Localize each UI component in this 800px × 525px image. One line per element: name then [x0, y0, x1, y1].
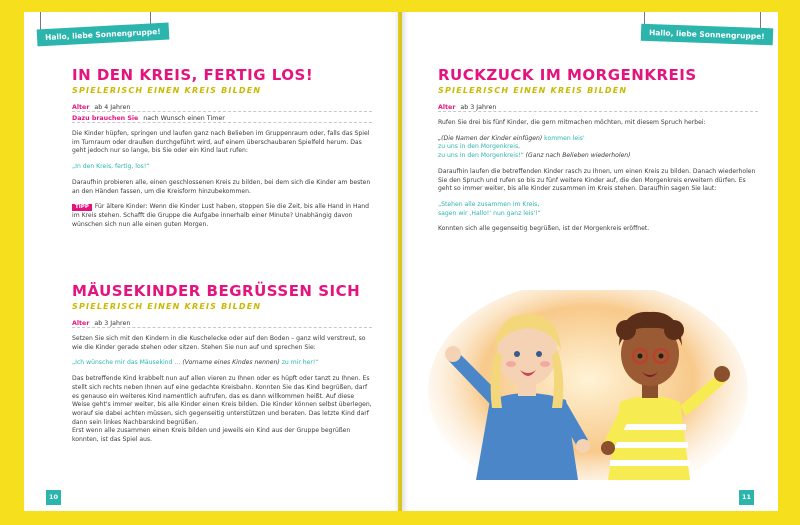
- age-label: Alter: [72, 103, 90, 111]
- chant-instruction: „(Die Namen der Kinder einfügen): [438, 134, 543, 142]
- chant-text: „Stehen alle zusammen im Kreis,: [438, 200, 540, 208]
- game3-subtitle: SPIELERISCH EINEN KREIS BILDEN: [438, 86, 628, 95]
- game3-body: [438, 119, 758, 234]
- tip-box: [72, 203, 372, 229]
- paragraph: Setzen Sie sich mit den Kindern in die Kuschelecke oder auf den Boden – ganz wild verstreut, so wie die Kinder gerade stehen oder sitzen. Stehen Sie nun auf und sprechen Sie:: [72, 335, 366, 351]
- game2-body: [72, 335, 372, 445]
- chant-instruction: (Vorname eines Kindes nennen): [182, 359, 280, 367]
- paragraph: Das betreffende Kind krabbelt nun auf allen vieren zu Ihnen oder es hüpft oder tanzt zu Ihnen. Es stellt sich rechts neben Ihnen auf eine gedachte Kreisbahn. Konnten Sie das Kind begrüßen, darf es genauso ein weiteres Kind namentlich aufrufen, das es dann willkommen heißt. Auf diese Weise geht's immer weiter, bis alle Kinder einen Kreis bilden. Die Kinder können selbst überlegen, worauf sie dabei achten müssen, sich gegenseitig unterstützen und beraten. Das letzte Kind darf dann sein linkes Nachbarskind begrüßen.: [72, 375, 372, 426]
- tip-badge: TIPP: [72, 204, 92, 211]
- game2-meta: [72, 319, 372, 328]
- tip-text: Für ältere Kinder: Wenn die Kinder Lust haben, stoppen Sie die Zeit, bis alle Hand in Hand im Kreis stehen. Schafft die Gruppe die Aufgabe innerhalb einer Minute? Unabhängig davon wünschen sich nun alle einen guten Morgen.: [72, 203, 370, 228]
- illustration-art: [428, 290, 748, 480]
- paragraph: Rufen Sie drei bis fünf Kinder, die gern mitmachen möchten, mit diesem Spruch herbei:: [438, 119, 706, 126]
- paragraph: Die Kinder hüpfen, springen und laufen ganz nach Belieben im Gruppenraum oder, falls das Spiel im Turnraum oder draußen durchgeführt wird, auf einem überschaubaren Spielfeld herum. Das geht jedoch nur so lange, bis Sie oder ein Kind laut rufen:: [72, 130, 370, 155]
- game2-title: MÄUSEKINDER BEGRÜSSEN SICH: [72, 282, 361, 300]
- game3-closing-chant: [438, 201, 758, 218]
- game1-meta: [72, 103, 372, 123]
- game3-chant: [438, 135, 758, 161]
- game1-title: IN DEN KREIS, FERTIG LOS!: [72, 66, 314, 84]
- materials-row: [72, 114, 372, 123]
- chant-text: zu uns in den Morgenkreis,: [438, 143, 521, 151]
- age-value: ab 3 Jahren: [94, 319, 131, 327]
- chant-text: „Ich wünsche mir das Mäusekind …: [72, 359, 181, 367]
- game1-section: [72, 66, 372, 229]
- age-row: [72, 319, 372, 328]
- page-number-right: 11: [739, 490, 754, 505]
- game3-meta: [438, 103, 758, 112]
- chant-text: kommen leis': [544, 134, 585, 142]
- materials-value: nach Wunsch einen Timer: [143, 114, 225, 122]
- game2-section: [72, 282, 372, 445]
- game2-subtitle: SPIELERISCH EINEN KREIS BILDEN: [72, 302, 262, 311]
- chant-text: zu mir her!“: [281, 359, 319, 367]
- age-label: Alter: [72, 319, 90, 327]
- game1-body: [72, 130, 372, 229]
- game3-section: [438, 66, 758, 234]
- book-gutter: [394, 12, 408, 511]
- chant-text: zu uns in den Morgenkreis!“: [438, 152, 524, 160]
- materials-label: Dazu brauchen Sie: [72, 114, 139, 122]
- age-label: Alter: [438, 103, 456, 111]
- greeting-banner-left: Hallo, liebe Sonnengruppe!: [37, 23, 169, 47]
- age-row: [438, 103, 758, 112]
- page-number-left: 10: [46, 490, 61, 505]
- paragraph: Daraufhin laufen die betreffenden Kinder rasch zu Ihnen, um einen Kreis zu bilden. Danach wiederholen Sie den Spruch und rufen so bis zu fünf weitere Kinder auf, die den Morgenkreis erweitern dürfen. Es geht so immer weiter, bis alle Kinder zusammen im Kreis stehen. Daraufhin sagen Sie laut:: [438, 167, 756, 193]
- game1-chant: „In den Kreis, fertig, los!“: [72, 163, 150, 171]
- banner-string: [40, 12, 41, 30]
- chant-instruction: (Ganz nach Belieben wiederholen): [525, 152, 631, 160]
- children-waving-illustration: [428, 290, 748, 480]
- paragraph: Daraufhin probieren alle, einen geschlossenen Kreis zu bilden, bei dem sich die Kinder am besten an den Händen fassen, um die Kreisform hinzubekommen.: [72, 178, 371, 195]
- game3-title: RUCKZUCK IM MORGENKREIS: [438, 66, 697, 84]
- chant-text: sagen wir ‚Hallo!‘ nun ganz leis'!“: [438, 209, 541, 217]
- age-row: [72, 103, 372, 112]
- game1-subtitle: SPIELERISCH EINEN KREIS BILDEN: [72, 86, 262, 95]
- age-value: ab 3 Jahren: [460, 103, 497, 111]
- paragraph: Erst wenn alle zusammen einen Kreis bilden und jeweils ein Kind aus der Gruppe begrüßen konnten, ist das Spiel aus.: [72, 427, 351, 444]
- greeting-banner-right: Hallo, liebe Sonnengruppe!: [641, 24, 773, 46]
- paragraph: Konnten sich alle gegenseitig begrüßen, ist der Morgenkreis eröffnet.: [438, 225, 650, 233]
- game2-chant: [72, 359, 372, 368]
- age-value: ab 4 Jahren: [94, 103, 131, 111]
